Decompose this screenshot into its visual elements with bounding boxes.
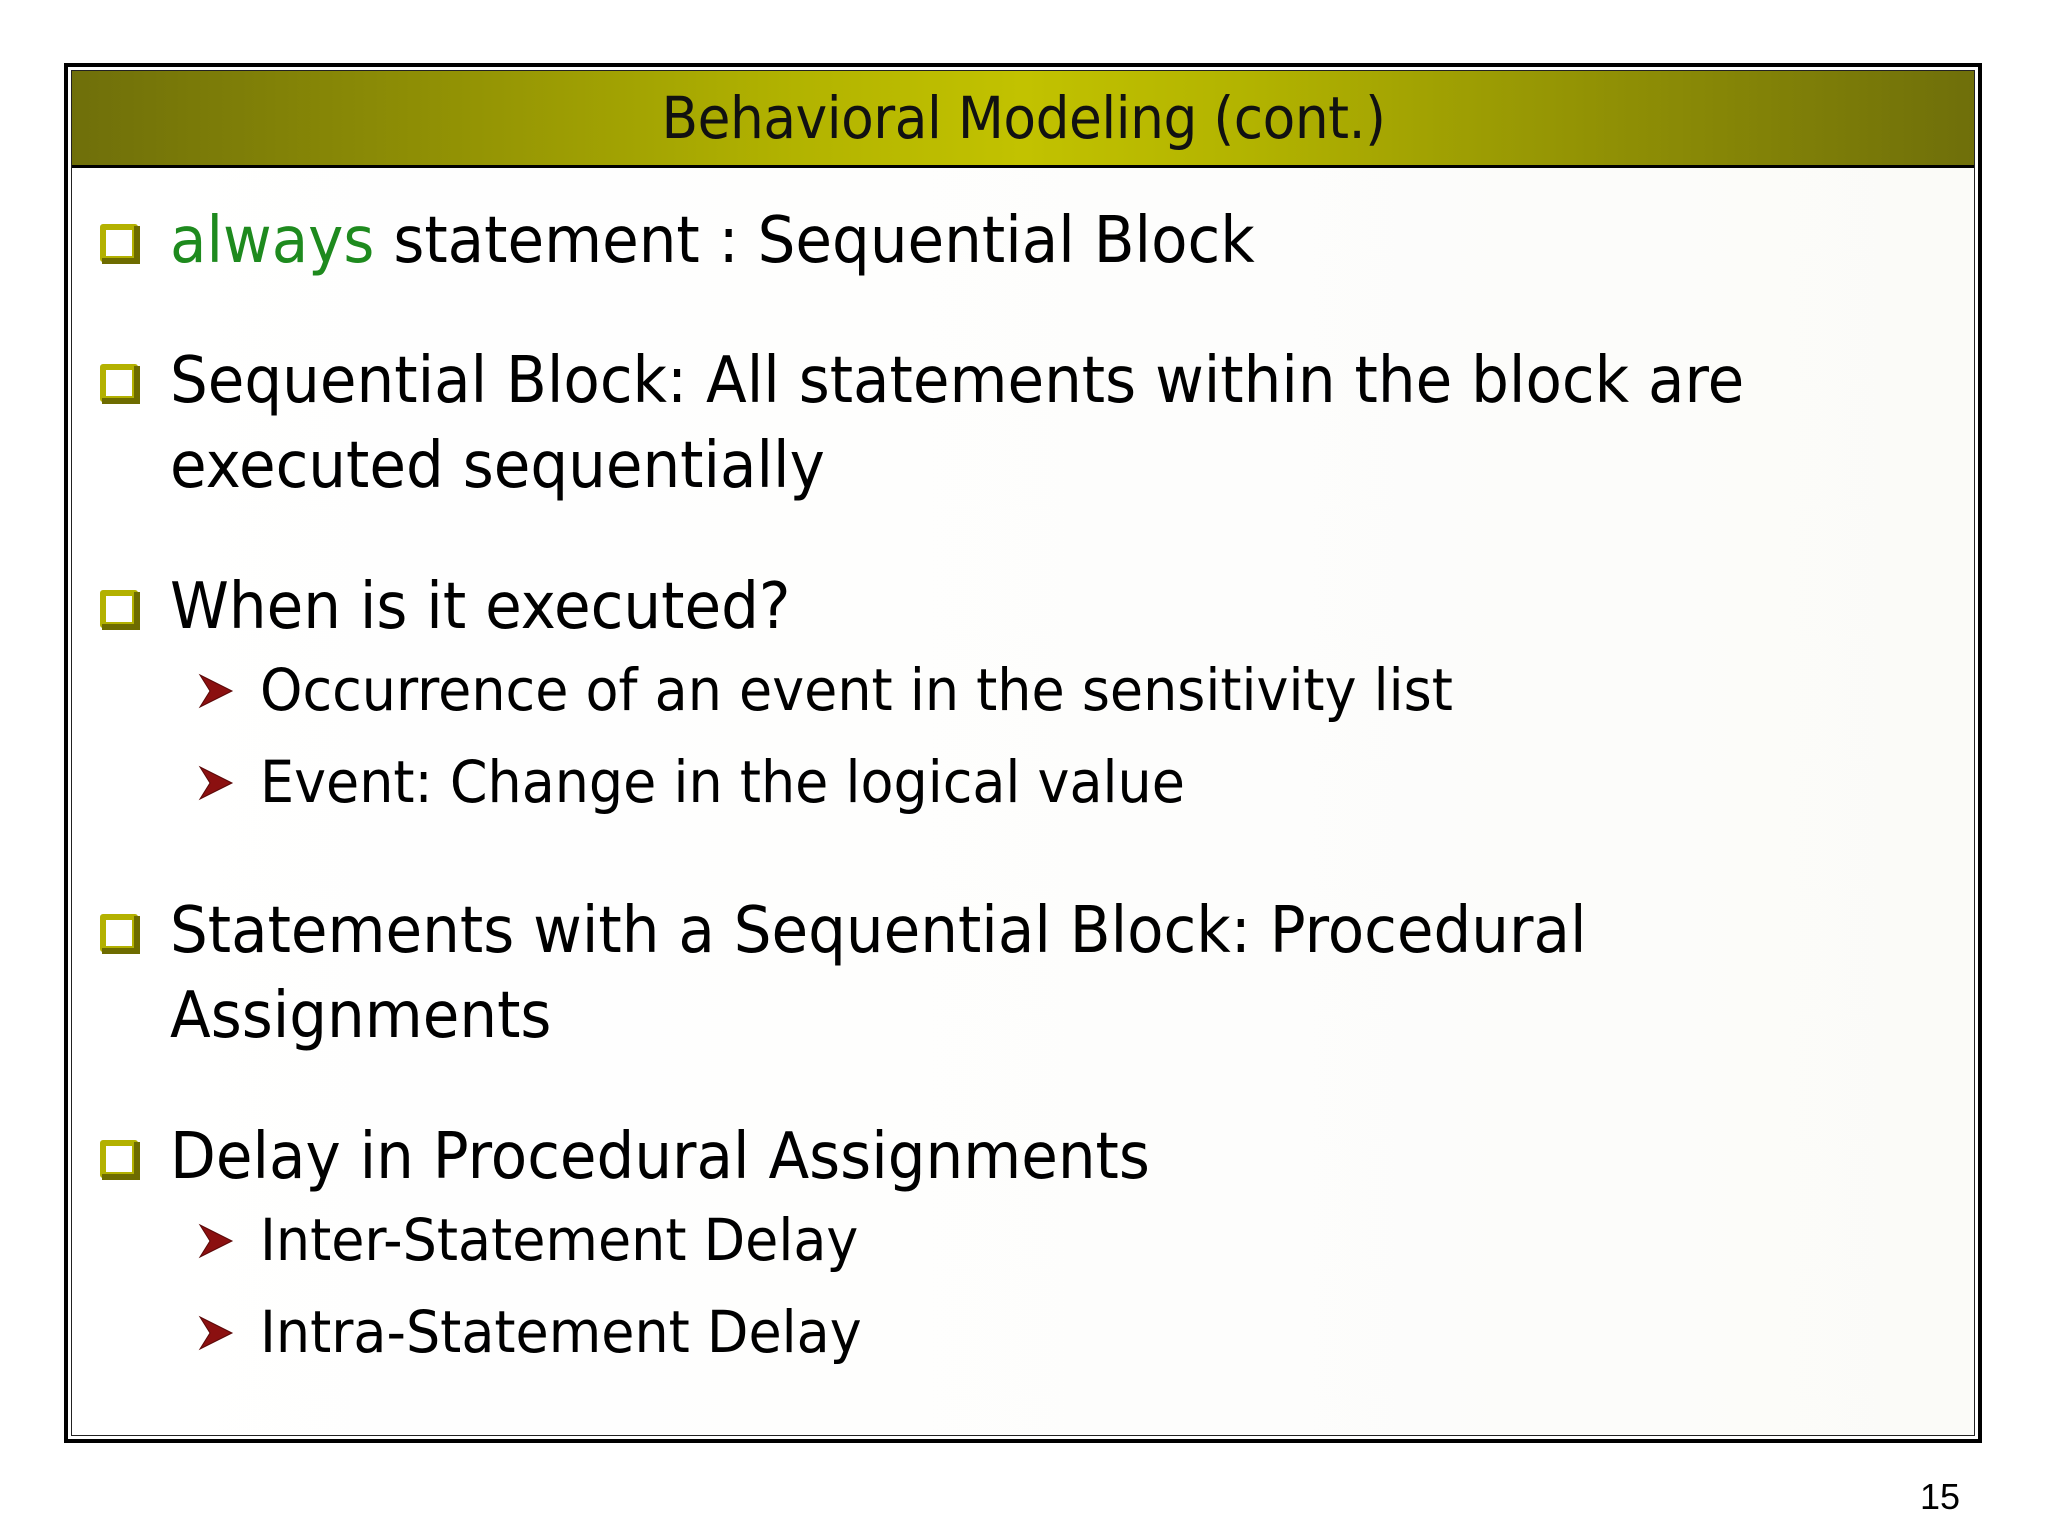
- slide-frame: [64, 63, 1982, 1443]
- slide-title: Behavioral Modeling (cont.): [660, 84, 1386, 152]
- sub-bullet-text: Occurrence of an event in the sensitivity list: [260, 656, 1453, 724]
- bullet-list: [72, 168, 1974, 1435]
- bullet-text-line-2: executed sequentially: [170, 429, 825, 503]
- arrowhead-bullet-icon: [196, 671, 236, 711]
- arrowhead-bullet-icon: [196, 1313, 236, 1353]
- bullet-text: When is it executed?: [170, 570, 791, 644]
- sub-bullet-text: Event: Change in the logical value: [260, 748, 1185, 816]
- arrowhead-bullet-icon: [196, 1221, 236, 1261]
- slide-body: [71, 70, 1975, 1436]
- bullet-text-line-1: Sequential Block: All statements within the block are: [170, 344, 1745, 418]
- square-bullet-icon: [100, 590, 138, 628]
- square-bullet-icon: [100, 224, 138, 262]
- title-bar: [72, 71, 1974, 168]
- bullet-text-line-2: Assignments: [170, 979, 552, 1053]
- square-bullet-icon: [100, 914, 138, 952]
- arrowhead-bullet-icon: [196, 763, 236, 803]
- bullet-text: [170, 198, 1255, 284]
- bullet-text: Delay in Procedural Assignments: [170, 1120, 1150, 1194]
- sub-bullet-text: Inter-Statement Delay: [260, 1206, 859, 1274]
- square-bullet-icon: [100, 364, 138, 402]
- sub-bullet-text: Intra-Statement Delay: [260, 1298, 862, 1366]
- always-keyword: always: [170, 204, 375, 278]
- page-number: 15: [1919, 1476, 1960, 1517]
- bullet-text-line-1: Statements with a Sequential Block: Procedural: [170, 894, 1587, 968]
- square-bullet-icon: [100, 1140, 138, 1178]
- bullet-text-rest: statement : Sequential Block: [374, 204, 1255, 278]
